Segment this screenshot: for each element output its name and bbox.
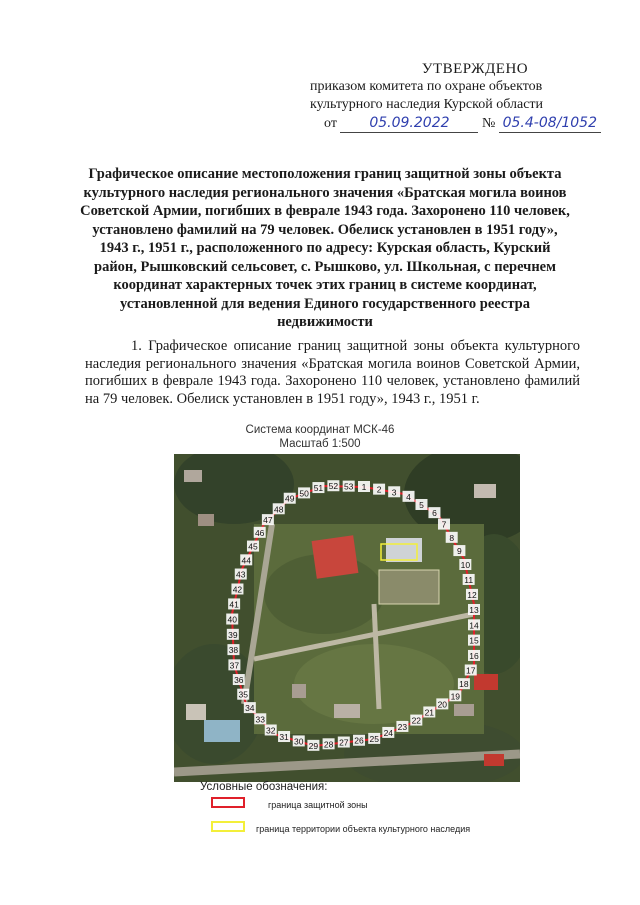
boundary-point-47 bbox=[262, 514, 274, 525]
svg-text:29: 29 bbox=[308, 740, 319, 751]
boundary-point-45 bbox=[247, 541, 259, 552]
svg-text:17: 17 bbox=[466, 665, 476, 676]
svg-text:6: 6 bbox=[432, 508, 437, 519]
handwritten-date: 05.09.2022 bbox=[340, 114, 478, 133]
svg-text:33: 33 bbox=[255, 714, 266, 725]
document-title: Графическое описание местоположения границ защитной зоны объекта культурного наследия регионального значения «Братская могила воинов Советской Армии, погибших в феврале 1943 года. Захоронено 110 человек, установлено фамилий на 79 человек. Обелиск установлен в 1951 году», 1943 г., 1951 г., расположенного по адресу: Курская область, Курский район, Рышковский сельсовет, с. Рышково, ул. Школьная, с перечнем координат характерных точек этих границ в системе координат, установленной для ведения Единого государственного реестра недвижимости bbox=[80, 166, 570, 330]
boundary-point-13 bbox=[468, 604, 480, 615]
svg-text:2: 2 bbox=[376, 484, 382, 495]
boundary-point-29 bbox=[307, 740, 319, 751]
description-paragraph: 1. Графическое описание границ защитной зоны объекта культурного наследия регионального значения «Братская могила воинов Советской Армии, погибших в феврале 1943 года. Захоронено 110 человек, установлено фамилий на 79 человек. Обелиск установлен в 1951 году», 1943 г., 1951 г. bbox=[85, 338, 580, 407]
boundary-point-24 bbox=[382, 727, 394, 738]
svg-text:46: 46 bbox=[254, 527, 265, 538]
svg-text:31: 31 bbox=[279, 732, 289, 743]
boundary-point-33 bbox=[254, 713, 266, 724]
svg-text:32: 32 bbox=[265, 725, 276, 736]
svg-text:20: 20 bbox=[437, 699, 448, 710]
svg-text:16: 16 bbox=[469, 650, 479, 661]
boundary-point-17 bbox=[465, 664, 477, 675]
svg-text:25: 25 bbox=[369, 733, 379, 744]
boundary-point-48 bbox=[273, 503, 285, 514]
boundary-point-8 bbox=[446, 532, 458, 543]
legend-protect-swatch bbox=[211, 797, 245, 808]
boundary-point-40 bbox=[226, 614, 238, 625]
svg-text:30: 30 bbox=[294, 736, 304, 747]
satellite-map bbox=[174, 454, 520, 782]
boundary-point-34 bbox=[244, 702, 256, 713]
map-coord-system: Система координат МСК-46 bbox=[245, 424, 395, 436]
boundary-point-12 bbox=[466, 589, 478, 600]
svg-text:38: 38 bbox=[228, 645, 239, 656]
boundary-point-21 bbox=[423, 706, 435, 717]
svg-text:44: 44 bbox=[241, 555, 251, 566]
boundary-point-44 bbox=[240, 554, 252, 565]
boundary-point-38 bbox=[227, 644, 239, 655]
svg-text:52: 52 bbox=[328, 481, 339, 492]
svg-text:7: 7 bbox=[441, 519, 447, 530]
boundary-point-3 bbox=[388, 486, 400, 497]
svg-text:9: 9 bbox=[457, 546, 462, 557]
svg-text:37: 37 bbox=[229, 660, 240, 671]
boundary-point-27 bbox=[338, 737, 350, 748]
boundary-point-52 bbox=[327, 480, 339, 491]
from-label: от bbox=[324, 116, 337, 131]
boundary-point-23 bbox=[396, 721, 408, 732]
boundary-point-7 bbox=[438, 519, 450, 530]
map-scale: Масштаб 1:500 bbox=[279, 438, 361, 450]
boundary-point-11 bbox=[463, 574, 475, 585]
svg-text:23: 23 bbox=[397, 721, 408, 732]
svg-text:22: 22 bbox=[411, 715, 422, 726]
svg-text:43: 43 bbox=[236, 569, 246, 580]
approval-date-row bbox=[310, 114, 610, 133]
boundary-point-15 bbox=[468, 635, 480, 646]
svg-text:39: 39 bbox=[228, 629, 238, 640]
boundary-point-5 bbox=[415, 499, 427, 510]
boundary-point-26 bbox=[353, 735, 365, 746]
svg-text:3: 3 bbox=[391, 487, 397, 498]
svg-text:53: 53 bbox=[343, 481, 354, 492]
boundary-point-25 bbox=[368, 733, 380, 744]
boundary-point-42 bbox=[231, 583, 243, 594]
svg-text:51: 51 bbox=[313, 483, 324, 494]
boundary-point-6 bbox=[428, 507, 440, 518]
boundary-point-28 bbox=[323, 738, 335, 749]
approval-line-2: культурного наследия Курской области bbox=[310, 97, 544, 112]
boundary-point-43 bbox=[235, 569, 247, 580]
boundary-point-53 bbox=[343, 481, 355, 492]
svg-text:26: 26 bbox=[354, 735, 364, 746]
svg-text:10: 10 bbox=[460, 559, 471, 570]
boundary-point-32 bbox=[265, 724, 277, 735]
svg-text:13: 13 bbox=[469, 604, 479, 615]
boundary-point-16 bbox=[468, 650, 480, 661]
boundary-point-2 bbox=[373, 484, 385, 495]
boundary-point-35 bbox=[237, 689, 249, 700]
handwritten-number: 05.4-08/1052 bbox=[499, 114, 601, 133]
svg-text:34: 34 bbox=[245, 703, 255, 714]
svg-text:8: 8 bbox=[449, 532, 455, 543]
approval-line-1: приказом комитета по охране объектов bbox=[310, 79, 543, 94]
svg-text:49: 49 bbox=[284, 493, 295, 504]
svg-text:27: 27 bbox=[339, 737, 349, 748]
boundary-point-20 bbox=[436, 698, 448, 709]
boundary-point-22 bbox=[410, 715, 422, 726]
svg-text:41: 41 bbox=[229, 599, 239, 610]
number-label: № bbox=[481, 116, 496, 131]
svg-text:47: 47 bbox=[263, 515, 273, 526]
legend-heritage-label: граница территории объекта культурного наследия bbox=[256, 824, 471, 834]
svg-text:19: 19 bbox=[450, 691, 461, 702]
svg-text:28: 28 bbox=[323, 739, 334, 750]
boundary-point-39 bbox=[227, 629, 239, 640]
svg-text:48: 48 bbox=[273, 504, 284, 515]
boundary-point-31 bbox=[278, 731, 290, 742]
legend-protect-label: граница защитной зоны bbox=[268, 800, 368, 810]
svg-text:14: 14 bbox=[469, 620, 479, 631]
boundary-point-49 bbox=[284, 493, 296, 504]
legend-title: Условные обозначения: bbox=[200, 781, 328, 793]
svg-text:35: 35 bbox=[238, 689, 248, 700]
boundary-point-37 bbox=[228, 659, 240, 670]
boundary-point-4 bbox=[403, 491, 415, 502]
svg-text:42: 42 bbox=[232, 584, 243, 595]
boundary-point-50 bbox=[298, 487, 310, 498]
boundary-point-36 bbox=[233, 674, 245, 685]
boundary-point-10 bbox=[459, 559, 471, 570]
svg-text:18: 18 bbox=[459, 679, 469, 690]
approval-heading: УТВЕРЖДЕНО bbox=[421, 61, 529, 77]
boundary-point-9 bbox=[453, 545, 465, 556]
boundary-point-18 bbox=[458, 678, 470, 689]
svg-text:36: 36 bbox=[234, 675, 244, 686]
boundary-point-41 bbox=[228, 598, 240, 609]
boundary-point-51 bbox=[312, 482, 324, 493]
boundary-point-1 bbox=[358, 481, 370, 492]
map-svg bbox=[174, 454, 520, 782]
svg-text:15: 15 bbox=[469, 635, 479, 646]
svg-text:4: 4 bbox=[406, 491, 411, 502]
svg-text:11: 11 bbox=[464, 574, 474, 585]
svg-text:1: 1 bbox=[361, 482, 367, 492]
svg-text:12: 12 bbox=[467, 589, 477, 600]
svg-text:45: 45 bbox=[248, 541, 258, 552]
boundary-point-14 bbox=[468, 619, 480, 630]
svg-text:40: 40 bbox=[227, 614, 237, 625]
svg-text:24: 24 bbox=[383, 727, 394, 738]
boundary-point-30 bbox=[293, 735, 305, 746]
boundary-point-19 bbox=[449, 690, 461, 701]
boundary-point-46 bbox=[254, 527, 266, 538]
legend-heritage-swatch bbox=[211, 821, 245, 832]
svg-text:5: 5 bbox=[419, 499, 424, 510]
approval-block bbox=[310, 60, 610, 133]
svg-text:50: 50 bbox=[299, 488, 309, 499]
svg-text:21: 21 bbox=[424, 707, 435, 718]
